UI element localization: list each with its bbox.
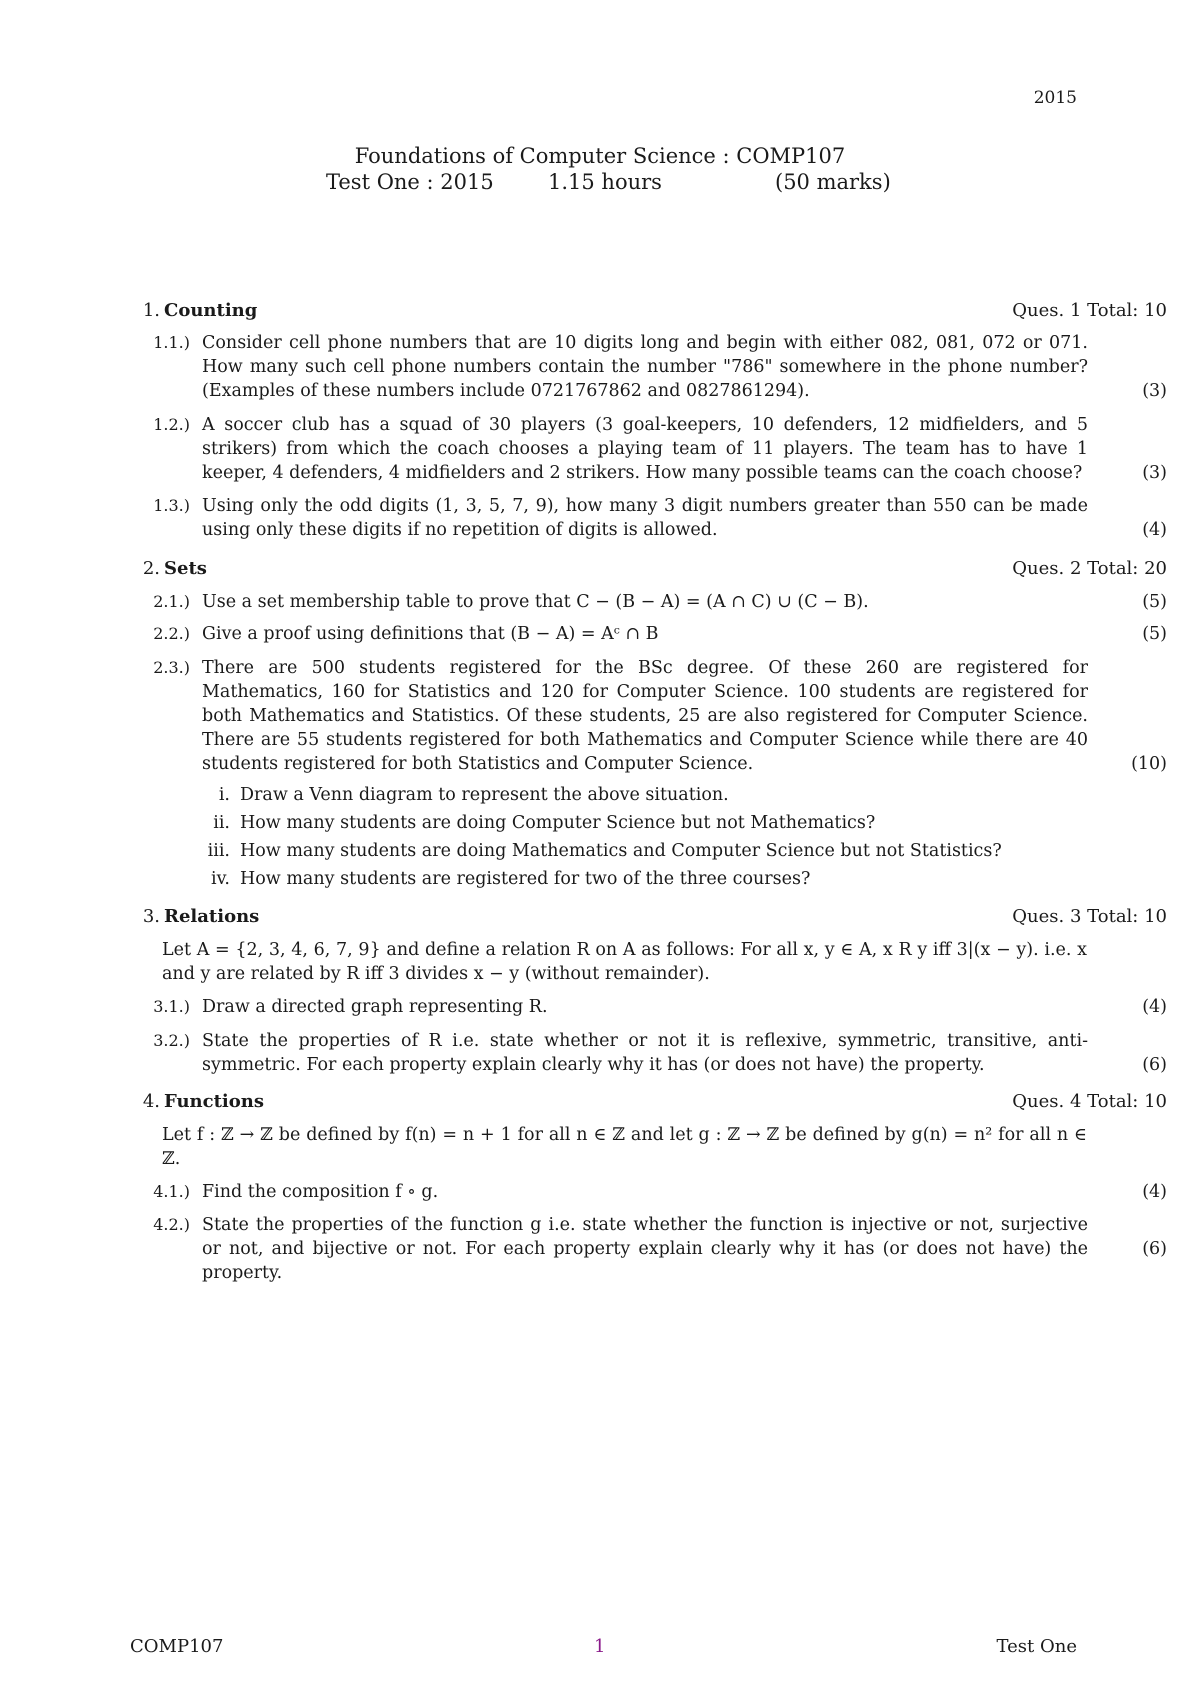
subpart-i <box>188 783 968 807</box>
question-number: 3.2.) <box>153 1031 190 1050</box>
question-number: 4.2.) <box>153 1215 190 1234</box>
question-1-2 <box>148 413 1167 485</box>
section-number: 4. <box>142 1091 160 1112</box>
question-2-3 <box>148 656 1167 776</box>
footer-course: COMP107 <box>130 1636 224 1657</box>
question-4-1 <box>148 1180 1167 1204</box>
section-number: 3. <box>142 906 160 927</box>
relations-intro: Let A = {2, 3, 4, 6, 7, 9} and define a relation R on A as follows: For all x, y ∈ A, x R y iff 3|(x − y). i.e. x and y are related by R iff 3 divides x − y (without remainder). <box>162 940 1087 984</box>
subpart-number: iv. <box>211 869 230 889</box>
question-text: State the properties of R i.e. state whether or not it is reflexive, symmetric, transitive, anti-symmetric. For each property explain clearly why it has (or does not have) the property. <box>202 1031 1088 1075</box>
section-number: 1. <box>142 300 160 321</box>
subpart-text: How many students are doing Computer Science but not Mathematics? <box>240 813 876 833</box>
question-number: 1.3.) <box>153 496 190 515</box>
question-marks: (4) <box>1142 997 1167 1017</box>
question-marks: (6) <box>1142 1239 1167 1259</box>
question-marks: (6) <box>1142 1055 1167 1075</box>
question-text: Consider cell phone numbers that are 10 digits long and begin with either 082, 081, 072 or 071. How many such cell phone numbers contain the number "786" somewhere in the phone number? (Examples of these numbers include 0721767862 and 0827861294). <box>202 333 1088 401</box>
question-text: State the properties of the function g i.e. state whether the function is injective or not, surjective or not, and bijective or not. For each property explain clearly why it has (or does not have) the property. <box>202 1215 1088 1283</box>
question-number: 2.1.) <box>153 592 190 611</box>
question-number: 1.1.) <box>153 333 190 352</box>
test-marks: (50 marks) <box>775 170 891 194</box>
section-title: Sets <box>164 558 207 579</box>
footer-test-name: Test One <box>996 1636 1077 1657</box>
question-1-3 <box>148 494 1167 542</box>
question-text: A soccer club has a squad of 30 players (3 goal-keepers, 10 defenders, 12 midfielders, and 5 strikers) from which the coach chooses a playing team of 11 players. The team has to have 1 keeper, 4 defenders, 4 midfielders and 2 strikers. How many possible teams can the coach choose? <box>202 415 1088 483</box>
subpart-text: Draw a Venn diagram to represent the above situation. <box>240 785 729 805</box>
question-2-1 <box>148 590 1167 614</box>
question-number: 4.1.) <box>153 1182 190 1201</box>
section-title: Relations <box>164 906 260 927</box>
question-marks: (3) <box>1142 463 1167 483</box>
subpart-number: i. <box>218 785 230 805</box>
section-total: Ques. 1 Total: 10 <box>1012 300 1167 321</box>
question-number: 2.3.) <box>153 658 190 677</box>
section-total: Ques. 2 Total: 20 <box>1012 558 1167 579</box>
section-total: Ques. 3 Total: 10 <box>1012 906 1167 927</box>
subpart-number: ii. <box>213 813 230 833</box>
subpart-ii <box>188 811 968 835</box>
footer-page-number: 1 <box>594 1636 606 1657</box>
question-number: 1.2.) <box>153 415 190 434</box>
test-label: Test One : 2015 <box>326 170 494 194</box>
subpart-text: How many students are registered for two of the three courses? <box>240 869 811 889</box>
section-title: Counting <box>164 300 258 321</box>
test-duration: 1.15 hours <box>548 170 662 194</box>
question-marks: (10) <box>1131 754 1167 774</box>
question-3-2 <box>148 1029 1167 1077</box>
section-number: 2. <box>142 558 160 579</box>
section-title: Functions <box>164 1091 264 1112</box>
question-text: There are 500 students registered for the BSc degree. Of these 260 are registered for Mathematics, 160 for Statistics and 120 for Computer Science. 100 students are registered for both Mathematics and Statistics. Of these students, 25 are also registered for Computer Science. There are 55 students registered for both Mathematics and Computer Science while there are 40 students registered for both Statistics and Computer Science. <box>202 658 1088 774</box>
question-1-1 <box>148 331 1167 403</box>
question-3-1 <box>148 995 1167 1019</box>
page-year: 2015 <box>1033 88 1077 108</box>
question-text: Give a proof using definitions that (B − A) = Aᶜ ∩ B <box>202 624 659 644</box>
question-text: Using only the odd digits (1, 3, 5, 7, 9), how many 3 digit numbers greater than 550 can be made using only these digits if no repetition of digits is allowed. <box>202 496 1088 540</box>
question-marks: (3) <box>1142 381 1167 401</box>
subpart-iv <box>188 867 968 891</box>
question-marks: (5) <box>1142 592 1167 612</box>
page-title: Foundations of Computer Science : COMP107 <box>354 144 846 168</box>
question-marks: (4) <box>1142 1182 1167 1202</box>
subpart-text: How many students are doing Mathematics and Computer Science but not Statistics? <box>240 841 1002 861</box>
question-marks: (4) <box>1142 520 1167 540</box>
question-text: Draw a directed graph representing R. <box>202 997 548 1017</box>
subpart-iii <box>188 839 1002 863</box>
question-number: 3.1.) <box>153 997 190 1016</box>
functions-intro: Let f : ℤ → ℤ be defined by f(n) = n + 1 for all n ∈ ℤ and let g : ℤ → ℤ be defined by g(n) = n² for all n ∈ ℤ. <box>162 1125 1087 1169</box>
question-text: Use a set membership table to prove that C − (B − A) = (A ∩ C) ∪ (C − B). <box>202 592 869 612</box>
question-text: Find the composition f ∘ g. <box>202 1182 439 1202</box>
question-2-2 <box>148 622 1167 646</box>
section-total: Ques. 4 Total: 10 <box>1012 1091 1167 1112</box>
question-4-2 <box>148 1213 1167 1283</box>
question-marks: (5) <box>1142 624 1167 644</box>
question-number: 2.2.) <box>153 624 190 643</box>
subpart-number: iii. <box>207 841 230 861</box>
